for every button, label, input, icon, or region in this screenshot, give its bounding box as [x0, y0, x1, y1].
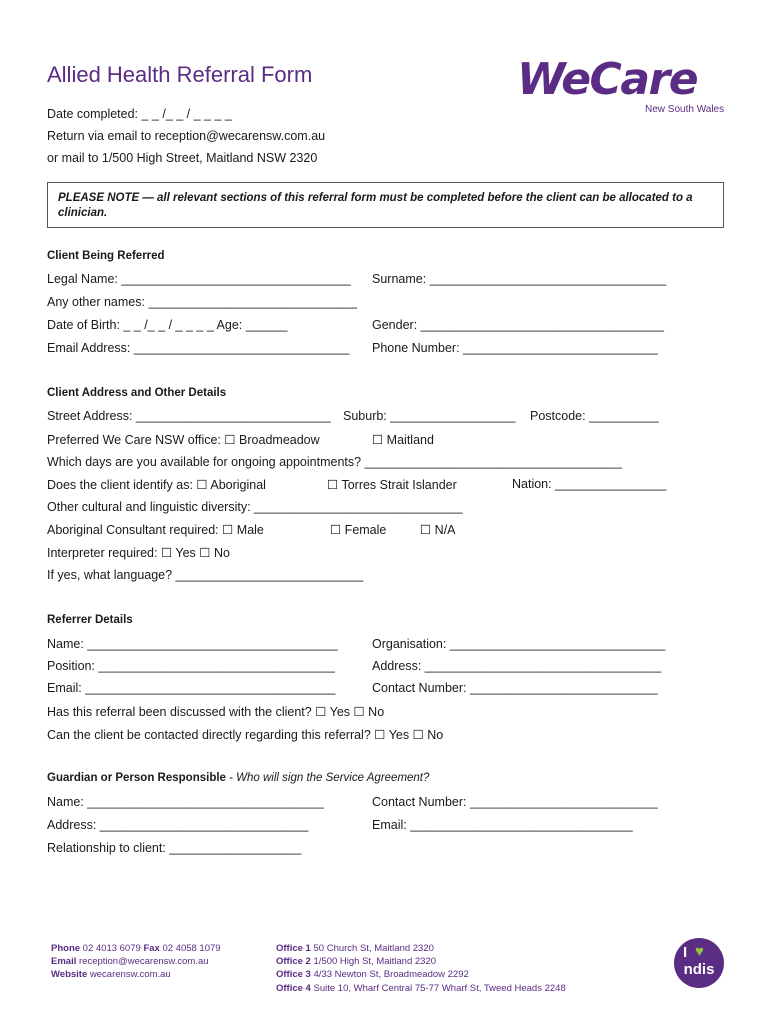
available-days-field[interactable]: Which days are you available for ongoing appointments? _____________________________________ — [47, 455, 622, 469]
phone-number-field[interactable]: Phone Number: ____________________________ — [372, 341, 658, 355]
guardian-heading-text: Guardian or Person Responsible — [47, 772, 226, 784]
return-mail-text: or mail to 1/500 High Street, Maitland NSW 2320 — [47, 151, 318, 165]
section-heading-referrer: Referrer Details — [47, 614, 133, 626]
office-address: Suite 10, Wharf Central 75-77 Wharf St, Tweed Heads 2248 — [313, 982, 566, 994]
gender-field[interactable]: Gender: ___________________________________ — [372, 318, 664, 332]
guardian-email-field[interactable]: Email: ________________________________ — [372, 818, 633, 832]
email-label: Email — [51, 956, 77, 968]
ndis-word: ndis — [683, 961, 715, 978]
identify-aboriginal-checkbox[interactable]: Does the client identify as: ☐ Aboriginal — [47, 478, 266, 492]
footer-phone-fax — [51, 942, 221, 955]
office-line — [276, 968, 566, 981]
ndis-logo — [674, 938, 724, 988]
other-names-field[interactable]: Any other names: ______________________________ — [47, 295, 357, 309]
date-completed-field[interactable]: Date completed: _ _ /_ _ / _ _ _ _ — [47, 107, 232, 121]
street-address-field[interactable]: Street Address: ____________________________ — [47, 409, 331, 423]
fax-value: 02 4058 1079 — [162, 943, 221, 954]
office-label: Office 2 — [276, 956, 311, 968]
referrer-organisation-field[interactable]: Organisation: _______________________________ — [372, 637, 666, 651]
wecare-logo — [517, 54, 727, 115]
footer-offices — [276, 942, 566, 995]
consultant-male-checkbox[interactable]: Aboriginal Consultant required: ☐ Male — [47, 523, 264, 537]
footer-email — [51, 955, 221, 968]
section-heading-client: Client Being Referred — [47, 250, 165, 262]
office-address: 50 Church St, Maitland 2320 — [313, 943, 434, 954]
email-value[interactable]: reception@wecarensw.com.au — [79, 956, 209, 968]
heart-icon: ♥ — [695, 943, 704, 960]
phone-label: Phone — [51, 943, 81, 954]
footer-contact — [51, 942, 221, 982]
language-field[interactable]: If yes, what language? ___________________________ — [47, 568, 364, 582]
guardian-address-field[interactable]: Address: ______________________________ — [47, 818, 309, 832]
preferred-office-broadmeadow[interactable]: Preferred We Care NSW office: ☐ Broadmeadow — [47, 433, 320, 447]
email-address-field[interactable]: Email Address: _______________________________ — [47, 341, 350, 355]
logo-wordmark: WeCare — [517, 54, 698, 105]
consultant-na-checkbox[interactable]: ☐ N/A — [420, 523, 456, 537]
surname-field[interactable]: Surname: __________________________________ — [372, 272, 667, 286]
legal-name-field[interactable]: Legal Name: _________________________________ — [47, 272, 351, 286]
client-contacted-checkboxes[interactable]: Can the client be contacted directly regarding this referral? ☐ Yes ☐ No — [47, 728, 444, 742]
office-line — [276, 942, 566, 955]
ndis-i: I — [683, 944, 688, 961]
office-line — [276, 982, 566, 995]
guardian-heading-sub: - Who will sign the Service Agreement? — [225, 772, 430, 784]
phone-value: 02 4013 6079 — [82, 943, 141, 954]
office-address: 4/33 Newton St, Broadmeadow 2292 — [313, 969, 469, 981]
referrer-email-field[interactable]: Email: ____________________________________ — [47, 681, 336, 695]
footer-website — [51, 968, 221, 981]
guardian-relationship-field[interactable]: Relationship to client: ___________________ — [47, 841, 302, 855]
referrer-contact-field[interactable]: Contact Number: ___________________________ — [372, 681, 658, 695]
office-label: Office 3 — [276, 969, 311, 981]
identify-torres-checkbox[interactable]: ☐ Torres Strait Islander — [327, 478, 457, 492]
website-value[interactable]: wecarensw.com.au — [89, 969, 171, 981]
fax-label: Fax — [143, 943, 160, 954]
office-line — [276, 955, 566, 968]
section-heading-guardian — [47, 772, 429, 784]
suburb-field[interactable]: Suburb: __________________ — [343, 409, 516, 423]
office-address: 1/500 High St, Maitland 2320 — [313, 956, 437, 968]
guardian-contact-field[interactable]: Contact Number: ___________________________ — [372, 795, 658, 809]
referral-discussed-checkboxes[interactable]: Has this referral been discussed with the client? ☐ Yes ☐ No — [47, 705, 385, 719]
cultural-diversity-field[interactable]: Other cultural and linguistic diversity: ______________________________ — [47, 500, 463, 514]
website-label: Website — [51, 969, 88, 981]
please-note-box: PLEASE NOTE — all relevant sections of this referral form must be completed before the client can be allocated to a clinician. — [47, 182, 724, 228]
return-email-text: Return via email to reception@wecarensw.com.au — [47, 129, 326, 143]
office-label: Office 1 — [276, 943, 311, 954]
office-label: Office 4 — [276, 982, 311, 994]
form-title: Allied Health Referral Form — [47, 62, 313, 87]
logo-subtitle: New South Wales — [645, 104, 725, 115]
consultant-female-checkbox[interactable]: ☐ Female — [330, 523, 387, 537]
guardian-name-field[interactable]: Name: __________________________________ — [47, 795, 324, 809]
date-of-birth-field[interactable]: Date of Birth: _ _ /_ _ / _ _ _ _ Age: ______ — [47, 318, 288, 332]
interpreter-required-checkboxes[interactable]: Interpreter required: ☐ Yes ☐ No — [47, 546, 230, 560]
referrer-name-field[interactable]: Name: ____________________________________ — [47, 637, 338, 651]
referrer-address-field[interactable]: Address: __________________________________ — [372, 659, 662, 673]
preferred-office-maitland[interactable]: ☐ Maitland — [372, 433, 434, 447]
referrer-position-field[interactable]: Position: __________________________________ — [47, 659, 335, 673]
section-heading-address: Client Address and Other Details — [47, 387, 227, 399]
nation-field[interactable]: Nation: ________________ — [512, 477, 667, 491]
postcode-field[interactable]: Postcode: __________ — [530, 409, 659, 423]
